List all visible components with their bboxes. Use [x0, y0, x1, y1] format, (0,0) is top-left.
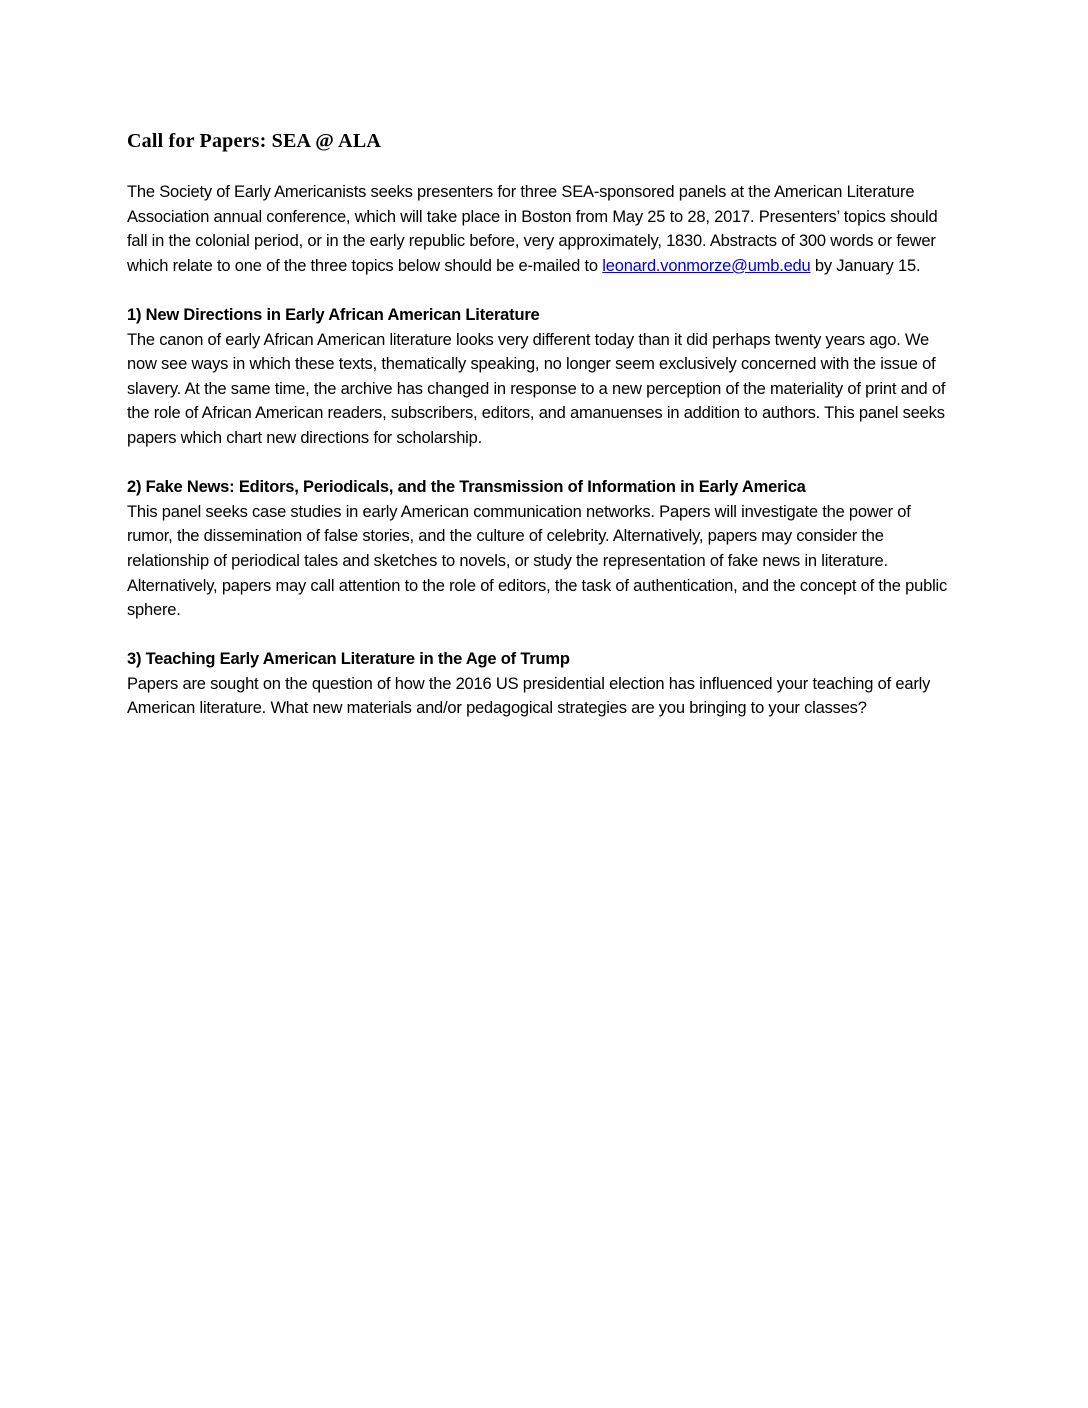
section-fake-news: [127, 475, 963, 623]
section-body: This panel seeks case studies in early American communication networks. Papers will investigate the power of rumor, the dissemination of false stories, and the culture of celebrity. Alternatively, papers may consider the relationship of periodical tales and sketches to novels, or study the representation of fake news in literature. Alternatively, papers may call attention to the role of editors, the task of authentication, and the concept of the public sphere.: [127, 502, 948, 620]
section-heading: 1) New Directions in Early African American Literature: [127, 305, 540, 324]
email-link[interactable]: leonard.vonmorze@umb.edu: [602, 256, 811, 275]
section-new-directions: [127, 303, 963, 451]
intro-text-after-link: by January 15.: [810, 256, 921, 275]
section-teaching-trump: [127, 647, 963, 721]
intro-paragraph: [127, 180, 960, 278]
intro-text-before-link: The Society of Early Americanists seeks presenters for three SEA-sponsored panels at the American Literature Association annual conference, which will take place in Boston from May 25 to 28, 2017. Presenters’ topics should fall in the colonial period, or in the early republic before, very approximately, 1830. Abstracts of 300 words or fewer which relate to one of the three topics below should be e-mailed to: [127, 183, 938, 275]
section-body: Papers are sought on the question of how the 2016 US presidential election has influenced your teaching of early American literature. What new materials and/or pedagogical strategies are you bringing to your classes?: [127, 674, 931, 718]
section-heading: 2) Fake News: Editors, Periodicals, and the Transmission of Information in Early America: [127, 478, 806, 497]
section-body: The canon of early African American literature looks very different today than it did perhaps twenty years ago. We now see ways in which these texts, thematically speaking, no longer seem exclusively concerned with the issue of slavery. At the same time, the archive has changed in response to a new perception of the materiality of print and of the role of African American readers, subscribers, editors, and amanuenses in addition to authors. This panel seeks papers which chart new directions for scholarship.: [127, 330, 946, 447]
section-heading: 3) Teaching Early American Literature in the Age of Trump: [127, 650, 570, 669]
page-title: Call for Papers: SEA @ ALA: [127, 130, 381, 152]
